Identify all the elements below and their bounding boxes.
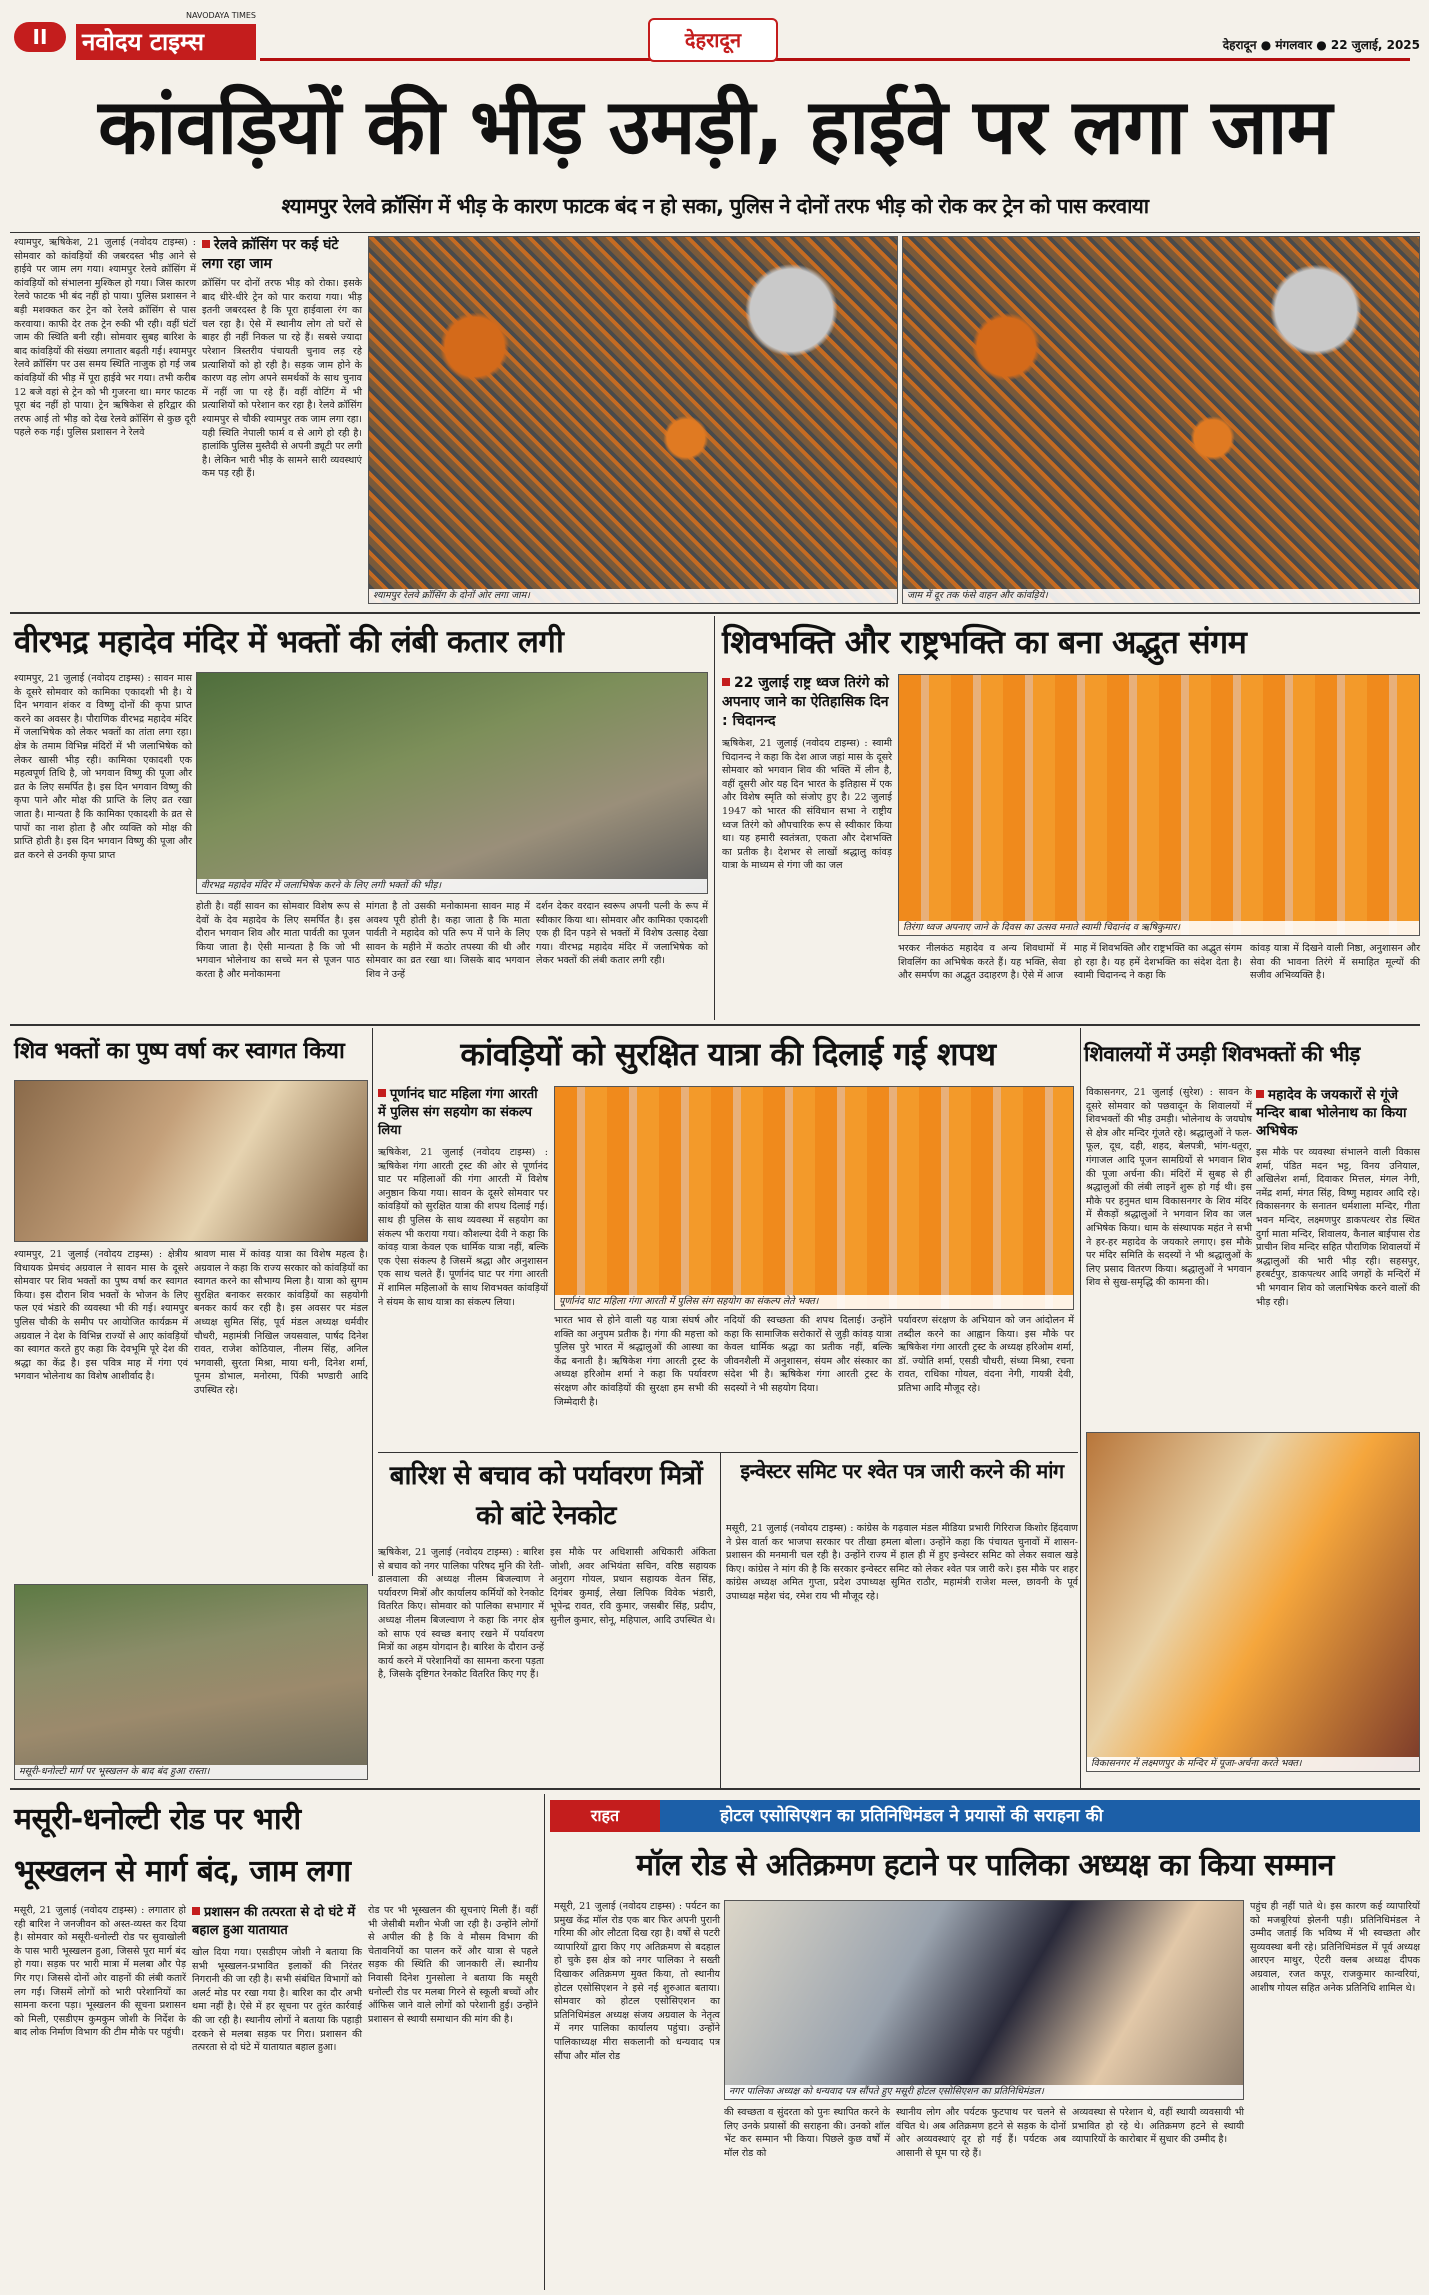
shapath-col-4: पर्यावरण संरक्षण के अभियान को जन आंदोलन में तब्दील करने का आह्वान किया। इस मौके पर ऋषिकेश गंगा आरती ट्रस्ट के अध्यक्ष हरिओम शर्मा, डॉ. ज्योति शर्मा, एसडी चौधरी, संध्या मिश्रा, रचना रावत, राधिका गोयल, वंदना नेगी, गायत्री देवी, प्रतिभा आदि मौजूद रहे। — [898, 1315, 1074, 1394]
shapath-photo — [554, 1086, 1074, 1310]
pushp-col-2: श्रावण मास में कांवड़ यात्रा का विशेष महत्व है। अग्रवाल ने कहा कि राज्य सरकार को कांवड़ियों का स्वागत करने का सौभाग्य मिला है। यात्रा को सुगम सुरक्षित बनाकर सरकार कांवड़ियों का सहयोगी बनकर कार्य कर रही है। इस अवसर पर मंडल अध्यक्ष सुमित सिंह, पूर्व मंडल अध्यक्ष धर्मवीर चौधरी, महामंत्री निखिल जयसवाल, पार्षद दिनेश रावत, राजेश कोठियाल, नीलम सिंह, अनिल भगवासी, सुरता मिश्रा, माया धनी, दिनेश शर्मा, पूनम डोभाल, मनोरमा, पिंकी भण्डारी आदि उपस्थित रहे। — [194, 1249, 368, 1396]
side-heading: रेलवे क्रॉसिंग पर कई घंटे लगा रहा जाम — [202, 236, 362, 274]
rahat-col-1: मसूरी, 21 जुलाई (नवोदय टाइम्स) : पर्यटन का प्रमुख केंद्र मॉल रोड एक बार फिर अपनी पुरानी गरिमा की ओर लौटता दिख रहा है। वर्षों से पटरी व्यापारियों द्वारा किए गए अतिक्रमण से बदहाल हो चुके इस क्षेत्र को नगर पालिका ने सख्ती दिखाकर अतिक्रमण मुक्त किया, तो स्थानीय होटल एसोसिएशन ने इसे नई शुरुआत बताया। सोमवार को होटल एसोसिएशन का प्रतिनिधिमंडल अध्यक्ष संजय अग्रवाल के नेतृत्व में नगर पालिका कार्यालय पहुंचा। उन्होंने पालिकाध्यक्ष मीरा सकलानी को धन्यवाद पत्र सौंपा और मॉल रोड — [554, 1901, 720, 2062]
shivbhakti-headline: शिवभक्ति और राष्ट्रभक्ति का बना अद्भुत संगम — [722, 623, 1247, 661]
paper-small-name: NAVODAYA TIMES — [185, 11, 256, 20]
pushp-col-1: श्यामपुर, 21 जुलाई (नवोदय टाइम्स) : क्षेत्रीय विधायक प्रेमचंद अग्रवाल ने सावन मास के दूसरे सोमवार पर शिव भक्तों का पुष्प वर्षा कर स्वागत किया। इस दौरान शिव भक्तों के भोजन के लिए फल एवं भंडारे की व्यवस्था भी की गई। श्यामपुर पुलिस चौकी के समीप पर आयोजित कार्यक्रम में अग्रवाल ने देश के विभिन्न राज्यों से आए कांवड़ियों का स्वागत करते हुए कहा कि देवभूमि पूरे देश की श्रद्धा का केंद्र है। इस पवित्र माह में गंगा एवं भगवान भोलेनाथ का विशेष आशीर्वाद है। — [14, 1249, 188, 1383]
photo-caption: विकासनगर में लक्ष्मणपुर के मन्दिर में पूजा-अर्चना करते भक्त। — [1087, 1757, 1419, 1771]
rahat-col-3: स्थानीय लोग और पर्यटक फुटपाथ पर चलने से वंचित थे। अब अतिक्रमण हटने से सड़क के दोनों ओर अव्यवस्थाएं दूर हो गई हैं। पर्यटक अब आसानी से घूम पा रहे हैं। — [896, 2107, 1066, 2159]
lead-photo-1 — [368, 236, 898, 604]
masuri-photo — [14, 1584, 368, 1780]
rahat-label: राहत — [550, 1800, 660, 1832]
column-rule — [714, 616, 715, 1020]
page-number-badge: II — [14, 22, 66, 52]
rule — [10, 612, 1420, 614]
shivbhakti-col-1: ऋषिकेश, 21 जुलाई (नवोदय टाइम्स) : स्वामी चिदानन्द ने कहा कि देश आज जहां मास के दूसरे सोमवार को भगवान शिव की भक्ति में लीन है, वहीं दूसरी ओर यह दिन भारत के इतिहास में एक और विशेष स्मृति को संजोए हुए है। 22 जुलाई 1947 को भारत की संविधान सभा ने राष्ट्रीय ध्वज तिरंगे को औपचारिक रूप से स्वीकार किया था। यह हमारी स्वतंत्रता, एकता और देशभक्ति का प्रतीक है। देशभर से लाखों श्रद्धालु कांवड़ यात्रा के माध्यम से गंगा जी का जल — [722, 738, 892, 872]
masuri-headline-line-2: भूस्खलन से मार्ग बंद, जाम लगा — [14, 1854, 351, 1889]
veerbhadra-col-3: मांगता है तो उसकी मनोकामना सावन माह में अवश्य पूरी होती है। कहा जाता है कि माता पार्वती ने महादेव को पति रूप में पाने के लिए सावन के महीने में कठोर तपस्या की थी और सोमवार का व्रत रखा था। जिसके बाद भगवान शिव ने उन्हें — [366, 901, 530, 980]
shapath-headline: कांवड़ियों को सुरक्षित यात्रा की दिलाई गई शपथ — [460, 1035, 996, 1073]
shivbhakti-photo — [898, 674, 1420, 936]
rahat-photo — [724, 1900, 1244, 2100]
pushp-headline: शिव भक्तों का पुष्प वर्षा कर स्वागत किया — [14, 1038, 345, 1064]
lead-col-1: श्यामपुर, ऋषिकेश, 21 जुलाई (नवोदय टाइम्स) : सोमवार को कांवड़ियों की जबरदस्त भीड़ आने से हाईवे पर जाम लग गया। श्यामपुर रेलवे क्रॉसिंग में कांवड़ियों को संभालना मुश्किल हो गया। जिस कारण रेलवे फाटक भी बंद नहीं हो पाया। पुलिस प्रशासन ने बड़ी मशक्कत कर ट्रेन को रेलवे क्रॉसिंग से पास करवाया। काफी देर तक ट्रेन रुकी भी रही। वहीं घंटों जाम की स्थिति बनी रही। सोमवार सुबह बारिश के बाद कांवड़ियों की संख्या लगातार बढ़ती गई। श्यामपुर रेलवे क्रॉसिंग पर उस समय स्थिति नाजुक हो गई जब कांवड़ियों की भीड़ में पूरा हाईवे भर गया। तभी करीब 12 बजे वहां से ट्रेन को भी गुजरना था। मगर फाटक पूरा बंद नहीं हो पाया। ट्रेन ऋषिकेश से हरिद्वार की तरफ आई तो भीड़ को देख रेलवे क्रॉसिंग से कुछ दूरी पहले रुक गई। पुलिस प्रशासन ने रेलवे — [14, 237, 196, 439]
renkot-col-1: ऋषिकेश, 21 जुलाई (नवोदय टाइम्स) : बारिश से बचाव को नगर पालिका परिषद मुनि की रेती-ढालवाला की अध्यक्ष नीलम बिजल्वाण ने पर्यावरण मित्रों और कार्यालय कर्मियों को रेनकोट वितरित किए। सोमवार को पालिका सभागार में अध्यक्ष नीलम बिजल्वाण ने कहा कि नगर क्षेत्र को साफ एवं स्वच्छ बनाए रखने में पर्यावरण मित्रों का अहम योगदान है। बारिश के दौरान उन्हें कार्य करने में परेशानियों का सामना करना पड़ता है, जिसके दृष्टिगत रेनकोट वितरित किए गए हैं। — [378, 1547, 544, 1681]
rule — [10, 1024, 1420, 1026]
rahat-col-4: अव्यवस्था से परेशान थे, वहीं स्थायी व्यवसायी भी प्रभावित हो रहे थे। अतिक्रमण हटने से स्थायी व्यापारियों के कारोबार में सुधार की उम्मीद है। — [1072, 2107, 1244, 2146]
section-name: देहरादून — [684, 28, 742, 52]
renkot-col-2: इस मौके पर अधिशासी अधिकारी अंकिता जोशी, अवर अभियंता सचिन, वरिष्ठ सहायक अनुराग गोयल, प्रधान सहायक वेतन सिंह, दिगंबर कुमाई, लेखा लिपिक विवेक भंडारी, भूपेन्द्र रावत, रवि कुमार, जसबीर सिंह, प्रदीप, सुनील कुमार, सोनू, महिपाल, आदि उपस्थित थे। — [550, 1547, 716, 1626]
section-tab — [648, 18, 778, 62]
rahat-col-5: पहुंच ही नहीं पाते थे। इस कारण कई व्यापारियों को मजबूरियां झेलनी पड़ी। प्रतिनिधिमंडल ने उम्मीद जताई कि भविष्य में भी स्वच्छता और सुव्यवस्था बनी रहे। प्रतिनिधिमंडल में पूर्व अध्यक्ष आरएन माथुर, ऐटरी क्लब अध्यक्ष दीपक अग्रवाल, रजत कपूर, राजकुमार कान्वरियां, आशीष गोयल सहित अनेक प्रतिनिधि शामिल थे। — [1250, 1901, 1420, 1994]
rahat-banner — [550, 1800, 1420, 1832]
rahat-headline: मॉल रोड से अतिक्रमण हटाने पर पालिका अध्यक्ष का किया सम्मान — [636, 1848, 1334, 1883]
veerbhadra-col-2: होती है। वहीं सावन का सोमवार विशेष रूप से देवों के देव महादेव के लिए समर्पित है। इस दौरान भगवान शिव और माता पार्वती का पूजन किया जाता है। ऐसी मान्यता है कि जो भी भगवान भोलेनाथ का सच्चे मन से पूजन पाठ करता है और मनोकामना — [196, 901, 360, 980]
side-heading: 22 जुलाई राष्ट्र ध्वज तिरंगे को अपनाए जाने का ऐतिहासिक दिन : चिदानन्द — [722, 674, 892, 731]
column-rule — [720, 1452, 721, 1788]
dateline: देहरादून ● मंगलवार ● 22 जुलाई, 2025 — [1222, 38, 1420, 52]
shapath-col-1: ऋषिकेश, 21 जुलाई (नवोदय टाइम्स) : ऋषिकेश गंगा आरती ट्रस्ट की ओर से पूर्णानंद घाट पर महिलाओं की गंगा आरती में विशेष अनुष्ठान किया गया। सावन के दूसरे सोमवार पर कांवड़ियों को सुरक्षित यात्रा की शपथ दिलाई गई। साथ ही पुलिस के साथ व्यवस्था में सहयोग का संकल्प भी कराया गया। कौशल्या देवी ने कहा कि कांवड़ यात्रा केवल एक धार्मिक यात्रा नहीं, बल्कि एक ऐसा संकल्प है जिसमें श्रद्धा और अनुशासन एक साथ चलते हैं। पूर्णानंद घाट पर गंगा आरती में शामिल महिलाओं के साथ शिवभक्त कांवड़ियों ने संयम के साथ यात्रा का संकल्प लिया। — [378, 1147, 548, 1308]
shapath-left-col — [378, 1086, 548, 1326]
photo-caption: नगर पालिका अध्यक्ष को धन्यवाद पत्र सौंपते हुए मसूरी होटल एसोसिएशन का प्रतिनिधिमंडल। — [725, 2085, 1243, 2099]
masuri-mid-col — [192, 1904, 362, 2284]
shapath-col-3: नदियों की स्वच्छता की शपथ दिलाई। उन्होंने कहा कि सामाजिक सरोकारों से जुड़ी कांवड़ यात्रा केवल धार्मिक श्रद्धा का प्रतीक नहीं, बल्कि जीवनशैली में अनुशासन, संयम और संस्कार का संदेश भी है। ऋषिकेश गंगा आरती ट्रस्ट के सदस्यों ने भी सहयोग दिया। — [724, 1315, 892, 1394]
photo-caption: जाम में दूर तक फंसे वाहन और कांवड़िये। — [903, 589, 1419, 603]
lead-col-2: क्रॉसिंग पर दोनों तरफ भीड़ को रोका। इसके बाद धीरे-धीरे ट्रेन को पार कराया गया। भीड़ इतनी जबरदस्त है कि पूरा हाईवाला रंग का चल रहा है। ऐसे में स्थानीय लोग तो घरों से बाहर ही नहीं निकल पा रहे हैं। सबसे ज्यादा परेशान त्रिस्तरीय पंचायती चुनाव लड़ रहे प्रत्याशियों को हो रही है। सड़क जाम होने के कारण वह लोग अपने समर्थकों के साथ चुनाव में नहीं जा पा रहे हैं। वहीं वोटिंग में भी प्रत्याशियों को परेशान कर रहा है। रेलवे क्रॉसिंग श्यामपुर से चौकी श्यामपुर तक जाम लगा रहा। यही स्थिति नेपाली फार्म व से आगे हो रही है। हालांकि पुलिस मुस्तैदी से अपनी ड्यूटी पर लगी है। लेकिन भारी भीड़ के सामने सारी व्यवस्थाएं कम पड़ रही हैं। — [202, 278, 362, 480]
shivalay-col-1: विकासनगर, 21 जुलाई (सुरेश) : सावन के दूसरे सोमवार को पछवादून के शिवालयों में शिवभक्तों की भीड़ उमड़ी। भोलेनाथ के जयघोष से क्षेत्र और मन्दिर गूंजते रहे। श्रद्धालुओं ने फल-फूल, दूध, दही, शहद, बेलपत्री, भांग-धतूरा, गंगाजल आदि पूजन सामग्रियों से भगवान शिव की पूजा अर्चना की। मंदिरों में सुबह से ही श्रद्धालुओं की लंबी लाइनें शुरू हो गई थी। इस मौके पर हनुमत धाम विकासनगर के शिव मंदिर में सैकड़ों श्रद्धालुओं ने भगवान शिव का जल अभिषेक किया। धाम के संस्थापक महंत ने सभी ने हर-हर महादेव के जयकारे लगाए। इस मौके पर मंदिर समिति के सदस्यों ने भी श्रद्धालुओं के लिए प्रसाद वितरण किया। श्रद्धालुओं ने भगवान शिव से सुख-समृद्धि की कामना की। — [1086, 1087, 1252, 1289]
column-rule — [544, 1794, 545, 2290]
investor-headline: इन्वेस्टर समिट पर श्वेत पत्र जारी करने की मांग — [740, 1459, 1064, 1483]
column-rule — [1080, 1028, 1081, 1788]
shivbhakti-left-col — [722, 674, 892, 1020]
shivalay-right-col — [1256, 1086, 1420, 1426]
rahat-kicker: होटल एसोसिएशन का प्रतिनिधिमंडल ने प्रयासों की सराहना की — [720, 1806, 1104, 1826]
side-heading: महादेव के जयकारों से गूंजे मन्दिर बाबा भोलेनाथ का किया अभिषेक — [1256, 1086, 1420, 1140]
masuri-headline-line-1: मसूरी-धनोल्टी रोड पर भारी — [14, 1802, 301, 1837]
photo-caption: श्यामपुर रेलवे क्रॉसिंग के दोनों ओर लगा जाम। — [369, 589, 897, 603]
shapath-col-2: भारत भाव से होने वाली यह यात्रा संघर्ष और शक्ति का अनुपम प्रतीक है। गंगा की महत्ता को पुलिस पुरे भारत में श्रद्धालुओं की आस्था का केंद्र बनाती है। ऋषिकेश गंगा आरती ट्रस्ट के अध्यक्ष हरिओम शर्मा ने कहा कि पर्यावरण संरक्षण और कांवड़ियों की सुरक्षा हम सभी की जिम्मेदारी है। — [554, 1315, 718, 1408]
masthead — [0, 0, 1429, 66]
column-rule — [372, 1028, 373, 1576]
veerbhadra-photo — [196, 672, 708, 894]
pushp-photo — [14, 1080, 368, 1242]
shivbhakti-col-4: कांवड़ यात्रा में दिखने वाली निष्ठा, अनुशासन और सेवा की भावना तिरंगे में समाहित मूल्यों की सजीव अभिव्यक्ति है। — [1250, 943, 1420, 982]
rahat-col-2: की स्वच्छता व सुंदरता को पुनः स्थापित करने के लिए उनके प्रयासों की सराहना की। उनको शॉल भेंट कर सम्मान भी किया। पिछले कुछ वर्षों में मॉल रोड को — [724, 2107, 890, 2159]
shivalay-headline: शिवालयों में उमड़ी शिवभक्तों की भीड़ — [1084, 1042, 1360, 1066]
renkot-headline: बारिश से बचाव को पर्यावरण मित्रों को बांटे रेनकोट — [389, 1461, 703, 1531]
investor-col-1: मसूरी, 21 जुलाई (नवोदय टाइम्स) : कांग्रेस के गढ़वाल मंडल मीडिया प्रभारी गिरिराज किशोर हिंदवाण ने प्रेस वार्ता कर भाजपा सरकार पर तीखा हमला बोला। उन्होंने कहा कि पंचायत चुनावों में शासन-प्रशासन की मनमानी चल रही है। उन्होंने राज्य में हाल ही में हुए इन्वेस्टर समिट को लेकर सवाल खड़े किए। कांग्रेस ने मांग की है कि सरकार इन्वेस्टर समिट को लेकर श्वेत पत्र जारी करे। इस मौके पर शहर कांग्रेस अध्यक्ष अमित गुप्ता, प्रदेश उपाध्यक्ष सुमित राठौर, महामंत्री राजेश मल्ल, छावनी के पूर्व उपाध्यक्ष महेश चंद, रमेश राय भी मौजूद रहे। — [726, 1523, 1079, 1602]
photo-caption: मसूरी-धनोल्टी मार्ग पर भूस्खलन के बाद बंद हुआ रास्ता। — [15, 1765, 367, 1779]
paper-name-box — [76, 11, 256, 60]
masthead-rule — [260, 58, 1410, 61]
rule — [10, 1788, 1420, 1790]
veerbhadra-col-4: दर्शन देकर वरदान स्वरूप अपनी पत्नी के रूप में स्वीकार किया था। सोमवार और कामिका एकादशी एक ही दिन पड़ने से भक्तों में विशेष उत्साह देखा गया। वीरभद्र महादेव मंदिर में जलाभिषेक को लेकर भक्तों की लंबी कतार लगी रही। — [536, 901, 708, 967]
side-heading: पूर्णानंद घाट महिला गंगा आरती में पुलिस संग सहयोग का संकल्प लिया — [378, 1086, 548, 1140]
lead-headline: कांवड़ियों की भीड़ उमड़ी, हाईवे पर लगा जाम — [98, 82, 1332, 171]
side-heading: प्रशासन की तत्परता से दो घंटे में बहाल हुआ यातायात — [192, 1904, 362, 1940]
lead-photo-2 — [902, 236, 1420, 604]
masuri-col-1: मसूरी, 21 जुलाई (नवोदय टाइम्स) : लगातार हो रही बारिश ने जनजीवन को अस्त-व्यस्त कर दिया है। सोमवार को मसूरी-धनोल्टी रोड पर सुवाखोली के पास भारी भूस्खलन हुआ, जिससे पूरा मार्ग बंद हो गया। सड़क पर भारी मात्रा में मलबा और पेड़ गिर गए। जिससे दोनों ओर वाहनों की लंबी कतारें लग गईं। जिसमें लोगों को भारी परेशानियों का सामना करना पड़ा। भूस्खलन की सूचना प्रशासन को मिली, एसडीएम कुमकुम जोशी के निर्देश के बाद लोक निर्माण विभाग की टीम मौके पर पहुंची। — [14, 1905, 186, 2039]
veerbhadra-col-1: श्यामपुर, 21 जुलाई (नवोदय टाइम्स) : सावन मास के दूसरे सोमवार को कामिका एकादशी भी है। ये दिन भगवान शंकर व विष्णु दोनों की कृपा प्राप्त करने का अवसर है। पौराणिक वीरभद्र महादेव मंदिर में जलाभिषेक को लेकर भक्तों का तांता लगा रहा। क्षेत्र के तमाम विभिन्न मंदिरों में भी जलाभिषेक को लेकर खासी भीड़ रही। कामिका एकादशी एक महत्वपूर्ण तिथि है, जो भगवान विष्णु की पूजा और व्रत के लिए समर्पित है। इस दिन भगवान विष्णु की कृपा पाने और मोक्ष की प्राप्ति के लिए व्रत रखा जाता है। मान्यता है कि कामिका एकादशी के व्रत से पापों का नाश होता है और व्यक्ति को मोक्ष की प्राप्ति होती है। इस दिन भगवान विष्णु की पूजा और व्रत करने से उनकी कृपा प्राप्त — [14, 673, 192, 861]
lead-col-2-wrap — [202, 236, 362, 610]
masuri-col-3: रोड पर भी भूस्खलन की सूचनाएं मिली हैं। वहीं भी जेसीबी मशीन भेजी जा रही है। उन्होंने लोगों से अपील की है कि वे मौसम विभाग की चेतावनियों का पालन करें और यात्रा से पहले सड़क की स्थिति की जानकारी लें। स्थानीय निवासी दिनेश गुनसोला ने बताया कि मसूरी धनोल्टी रोड पर मलबा गिरने से स्कूली बच्चों और ऑफिस जाने वाले लोगों को परेशानी हुई। उन्होंने प्रशासन से स्थायी समाधान की मांग की है। — [368, 1905, 538, 2025]
shivbhakti-col-2: भरकर नीलकंठ महादेव व अन्य शिवधामों में शिवलिंग का अभिषेक करते हैं। यह भक्ति, सेवा और समर्पण का अद्भुत उदाहरण है। ऐसे में आज — [898, 943, 1066, 982]
photo-caption: तिरंगा ध्वज अपनाए जाने के दिवस का उत्सव मनाते स्वामी चिदानंद व ऋषिकुमार। — [899, 921, 1419, 935]
shivalay-col-2: इस मौके पर व्यवस्था संभालने वाली विकास शर्मा, पंडित मदन भट्ट, विनय उनियाल, अखिलेश शर्मा, दिवाकर मित्तल, मंगल नेगी, नमेंद्र शर्मा, मंगत सिंह, विष्णु महावर आदि रहे। विकासनगर के सनातन धर्मशाला मन्दिर, गीता भवन मन्दिर, लक्ष्मणपुर डाकपत्थर रोड स्थित दुर्गा माता मन्दिर, शिवालय, कैनाल बाईपास रोड प्राचीन शिव मन्दिर सहित पौराणिक शिवालयों में श्रद्धालुओं की भारी भीड़ रही। सहसपुर, हरबर्टपुर, डाकपत्थर आदि जगहों के मन्दिरों में भी भगवान शिव को जलाभिषेक करने वालों की भीड़ रही। — [1256, 1147, 1420, 1308]
paper-name: नवोदय टाइम्स — [82, 28, 205, 56]
lead-subheadline: श्यामपुर रेलवे क्रॉसिंग में भीड़ के कारण फाटक बंद न हो सका, पुलिस ने दोनों तरफ भीड़ को रोक कर ट्रेन को पास करवाया — [281, 194, 1149, 218]
rule — [378, 1452, 1078, 1453]
photo-caption: वीरभद्र महादेव मंदिर में जलाभिषेक करने के लिए लगी भक्तों की भीड़। — [197, 879, 707, 893]
shivbhakti-col-3: माह में शिवभक्ति और राष्ट्रभक्ति का अद्भुत संगम हो रहा है। यह हमें देशभक्ति का संदेश देता है। स्वामी चिदानन्द ने कहा कि — [1074, 943, 1243, 982]
photo-caption: पूर्णानंद घाट महिला गंगा आरती में पुलिस संग सहयोग का संकल्प लेते भक्त। — [555, 1295, 1073, 1309]
veerbhadra-headline: वीरभद्र महादेव मंदिर में भक्तों की लंबी कतार लगी — [14, 624, 564, 660]
rule — [10, 232, 1420, 233]
shivalay-photo — [1086, 1432, 1420, 1772]
masuri-col-2: खोल दिया गया। एसडीएम जोशी ने बताया कि सभी भूस्खलन-प्रभावित इलाकों की निरंतर निगरानी की जा रही है। सभी संबंधित विभागों को अलर्ट मोड पर रखा गया है। बारिश का दौर अभी थमा नहीं है। ऐसे में हर सूचना पर तुरंत कार्रवाई की जा रही है। स्थानीय लोगों ने बताया कि पहाड़ी दरकने से मलबा सड़क पर गिरा। प्रशासन की तत्परता से दो घंटे में यातायात बहाल हुआ। — [192, 1947, 362, 2054]
